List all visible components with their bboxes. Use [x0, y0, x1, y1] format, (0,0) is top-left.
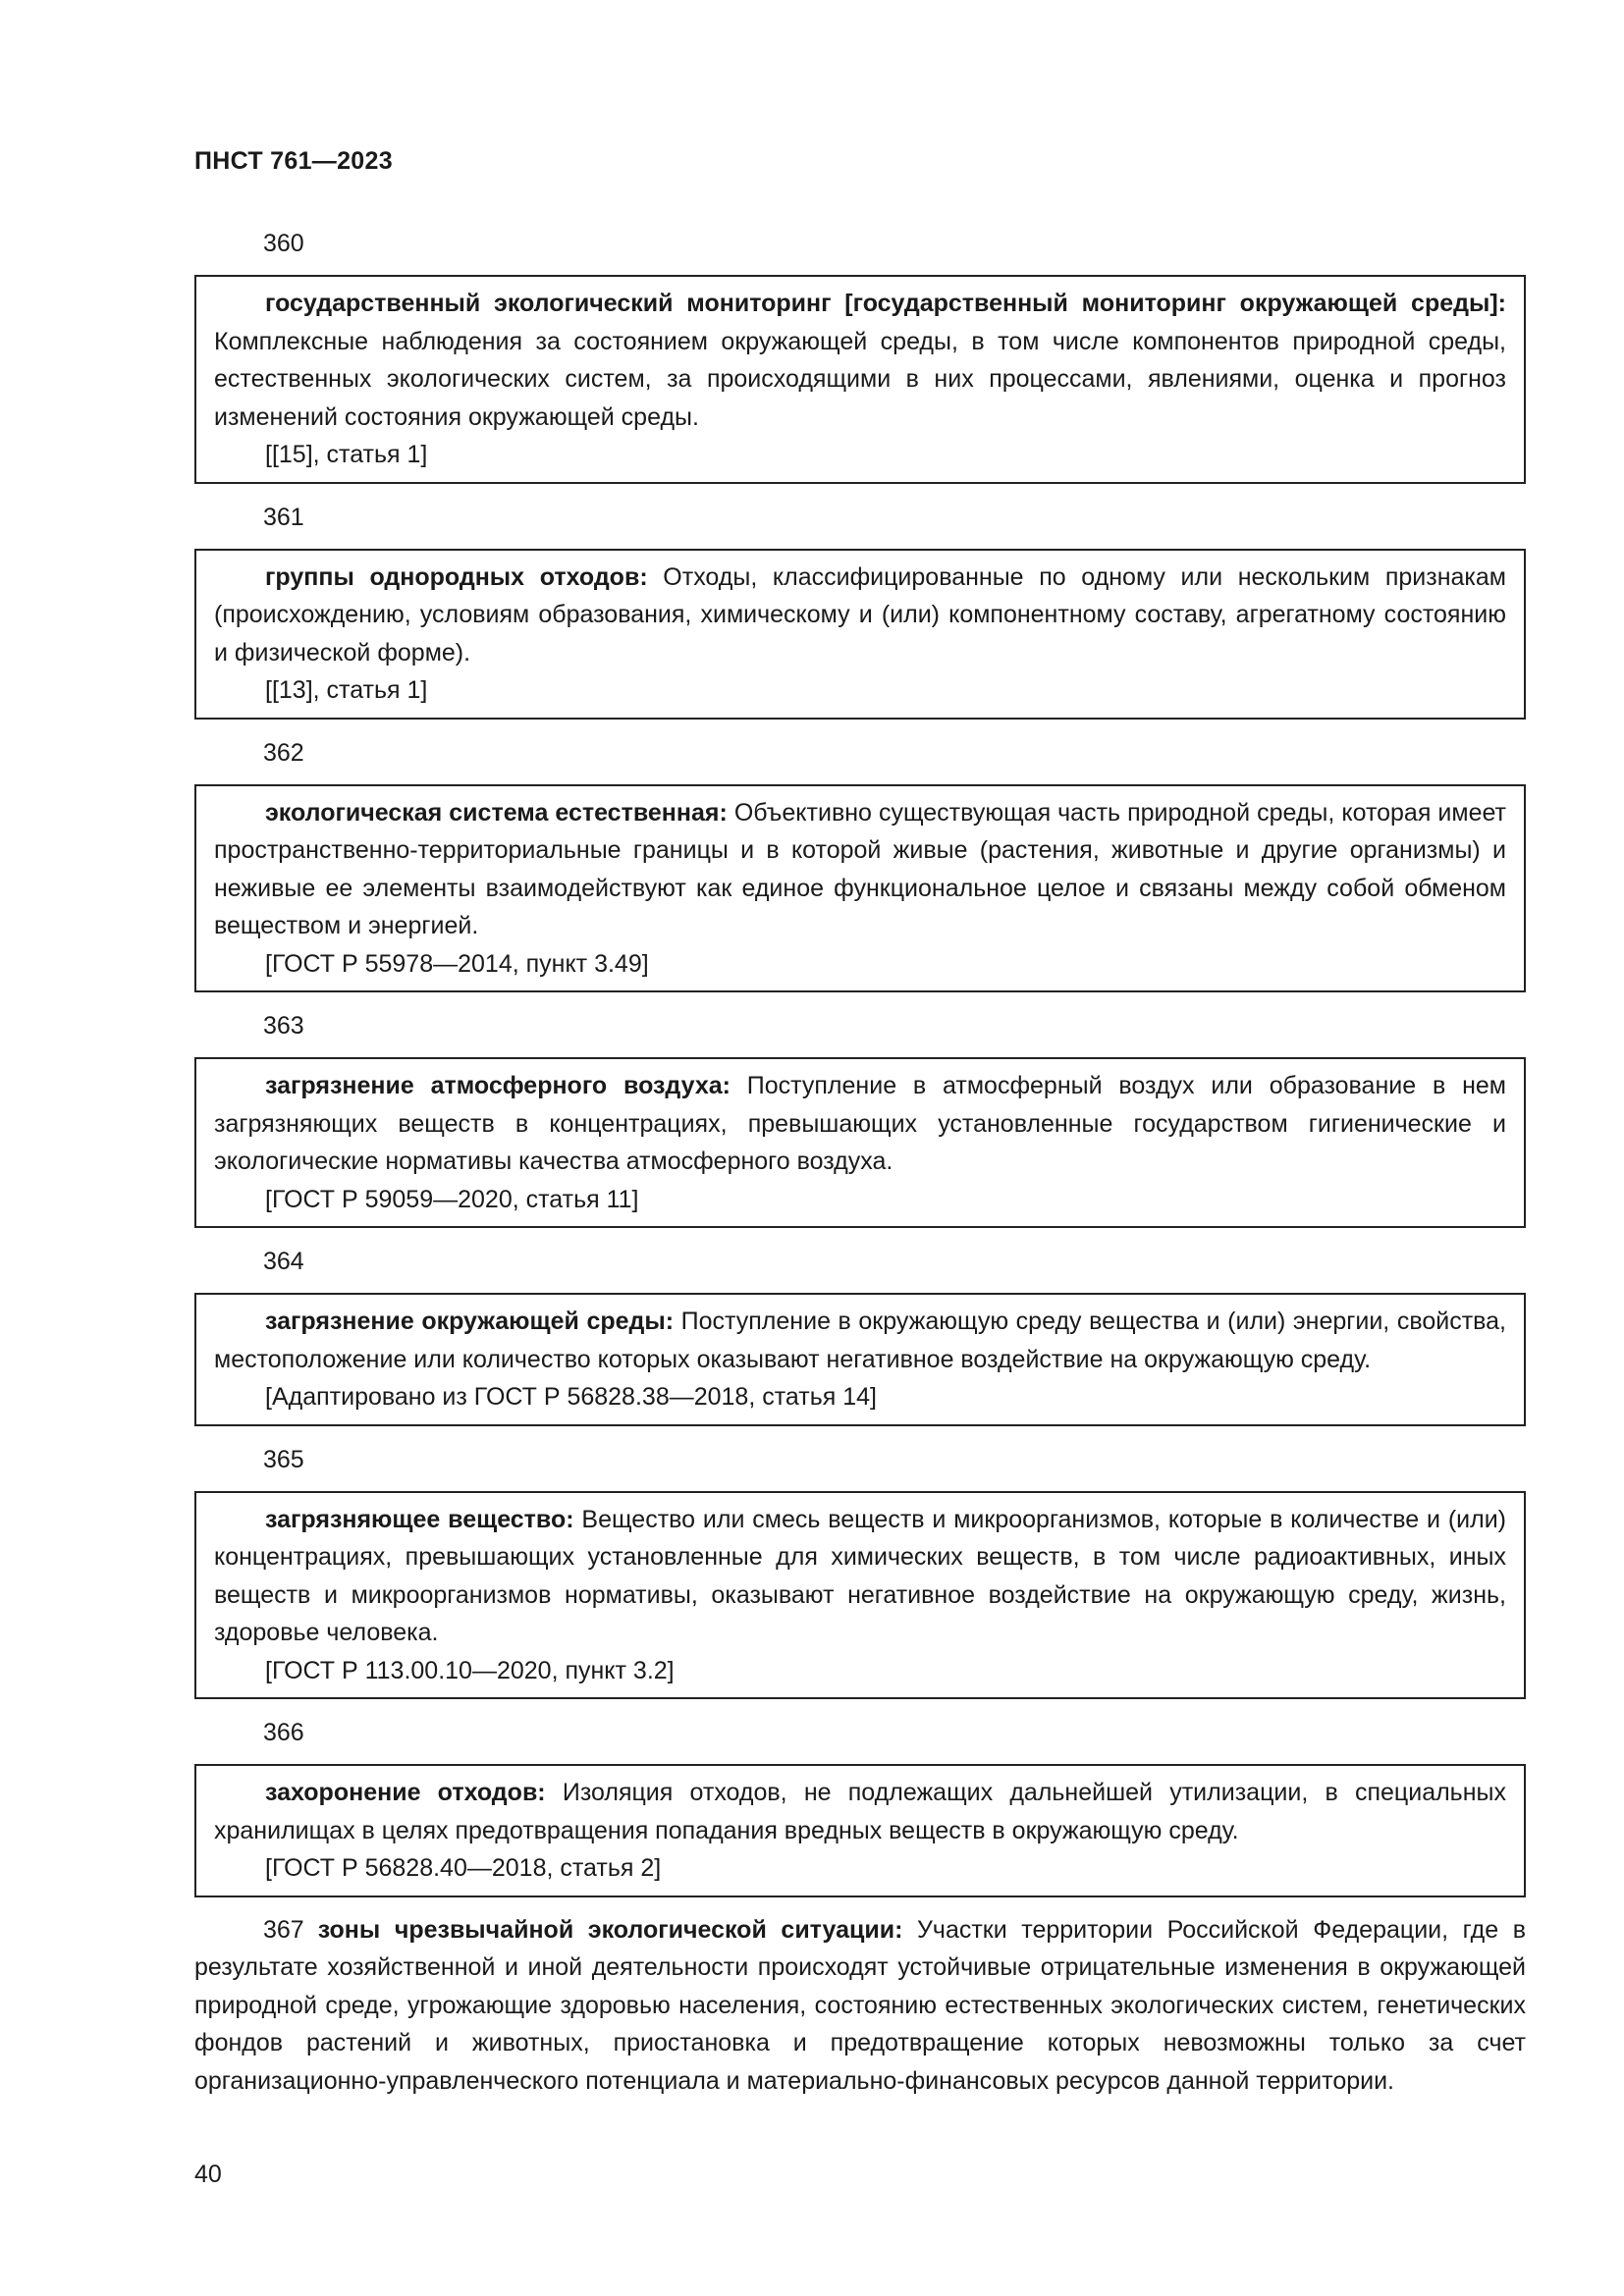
term-number: 363 [263, 1012, 304, 1040]
term-name: экологическая система естественная: [265, 798, 728, 827]
term-number: 362 [263, 738, 304, 767]
term-definition: Поступление в атмосферный воздух или образование в нем загрязняющих веществ в концентрациях, превышающих установленные государством гигиенические и экологические нормативы качества атмосферного воздуха. [214, 1072, 1506, 1175]
term-source: [ГОСТ Р 56828.40—2018, статья 2] [265, 1854, 662, 1882]
term-entry [214, 1303, 1506, 1378]
term-number: 366 [263, 1719, 304, 1746]
term-source: [[13], статья 1] [265, 676, 428, 704]
term-source: [Адаптировано из ГОСТ Р 56828.38—2018, статья 14] [265, 1383, 877, 1411]
terms-section [194, 224, 1526, 2100]
term-number: 361 [263, 503, 304, 531]
page-number: 40 [194, 2161, 222, 2188]
term-definition: Вещество или смесь веществ и микроорганизмов, которые в количестве и (или) концентрациях, превышающих установленные для химических веществ, в том числе радиоактивных, иных веществ и микроорганизмов нормативы, оказывают негативное воздействие на окружающую среду, жизнь, здоровье человека. [214, 1505, 1506, 1646]
term-definition: Отходы, классифицированные по одному или нескольким признакам (происхождению, условиям образования, химическому и (или) компонентному составу, агрегатному состоянию и физической форме). [214, 562, 1506, 667]
term-entry [194, 1911, 1526, 2101]
term-box [194, 275, 1526, 484]
document-code: ПНСТ 761—2023 [194, 147, 393, 175]
term-name: загрязнение окружающей среды: [265, 1308, 675, 1335]
term-entry [214, 559, 1506, 672]
term-number: 367 [263, 1915, 304, 1944]
term-entry [214, 1774, 1506, 1849]
term-definition: Участки территории Российской Федерации, где в результате хозяйственной и иной деятельности происходят устойчивые отрицательные изменения в окружающей природной среде, угрожающие здоровью населения, состоянию естественных экологических систем, генетических фондов растений и животных, приостановка и предотвращение которых невозможны только за счет организационно-управленческого потенциала и материально-финансовых ресурсов данной территории. [194, 1915, 1527, 2095]
term-number: 365 [263, 1445, 304, 1473]
term-source: [ГОСТ Р 55978—2014, пункт 3.49] [265, 949, 649, 978]
term-source: [[15], статья 1] [265, 441, 428, 468]
term-box [194, 1764, 1526, 1897]
term-entry [214, 285, 1506, 436]
term-definition: Объективно существующая часть природной среды, которая имеет пространственно-территориальные границы и в которой живые (растения, животные и другие организмы) и неживые ее элементы взаимодействуют как единое функциональное целое и связаны между собой обменом веществом и энергией. [214, 798, 1506, 939]
term-source: [ГОСТ Р 113.00.10—2020, пункт 3.2] [265, 1656, 675, 1684]
term-entry [214, 1501, 1506, 1652]
term-name: зоны чрезвычайной экологической ситуации: [317, 1915, 903, 1944]
term-box [194, 1491, 1526, 1700]
term-name: загрязняющее вещество: [265, 1505, 574, 1533]
term-box [194, 1293, 1526, 1426]
term-box [194, 549, 1526, 720]
term-number: 364 [263, 1248, 304, 1275]
term-definition: Изоляция отходов, не подлежащих дальнейшей утилизации, в специальных хранилищах в целях предотвращения попадания вредных веществ в окружающую среду. [214, 1779, 1506, 1844]
term-name: загрязнение атмосферного воздуха: [265, 1072, 731, 1099]
term-source: [ГОСТ Р 59059—2020, статья 11] [265, 1185, 639, 1213]
term-definition: Комплексные наблюдения за состоянием окружающей среды, в том числе компонентов природной среды, естественных экологических систем, за происходящими в них процессами, явлениями, оценка и прогноз изменений состояния окружающей среды. [214, 327, 1506, 431]
term-definition: Поступление в окружающую среду вещества и (или) энергии, свойства, местоположение или количество которых оказывают негативное воздействие на окружающую среду. [214, 1308, 1506, 1373]
final-term [194, 1911, 1526, 2101]
term-name: государственный экологический мониторинг [государственный мониторинг окружающей среды]: [265, 290, 1506, 317]
term-box [194, 1057, 1526, 1228]
term-entry [214, 1067, 1506, 1181]
term-name: группы однородных отходов: [265, 562, 648, 591]
term-box [194, 784, 1526, 993]
term-number: 360 [263, 230, 304, 257]
term-entry [214, 794, 1506, 945]
term-name: захоронение отходов: [265, 1779, 546, 1806]
